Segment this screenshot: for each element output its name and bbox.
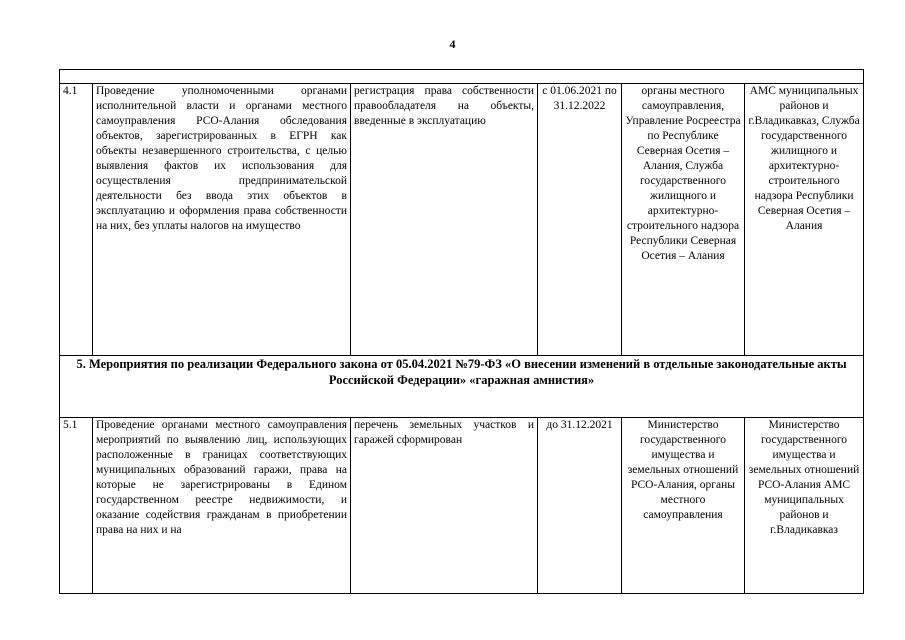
section-heading-row xyxy=(60,356,864,418)
action-cell: Проведение уполномоченными органами исполнительной власти и органами местного самоуправления РСО-Алания обследования объектов, зарегистрированных в ЕГРН как объекты незавершенного строительства, с целью выявления фактов их использования для осуществления предпринимательской деятельности без ввода этих объектов в эксплуатацию и оформления права собственности на них, без уплаты налогов на имущество xyxy=(93,84,351,356)
table-header-spacer xyxy=(60,70,864,84)
term-cell: до 31.12.2021 xyxy=(538,418,622,594)
table-row xyxy=(60,84,864,356)
responsible-cell: Министерство государственного имущества и земельных отношений РСО-Алания АМС муниципальных районов и г.Владикавказ xyxy=(745,418,864,594)
page-number: 4 xyxy=(449,37,456,51)
term-cell: с 01.06.2021 по 31.12.2022 xyxy=(538,84,622,356)
responsible-cell: АМС муниципальных районов и г.Владикавказ, Служба государственного жилищного и архитектурно-строительного надзора Республики Северная Осетия – Алания xyxy=(745,84,864,356)
table-row xyxy=(60,418,864,594)
section-title: 5. Мероприятия по реализации Федерального закона от 05.04.2021 №79-ФЗ «О внесении изменений в отдельные законодательные акты Российской Федерации» «гаражная амнистия» xyxy=(60,356,864,418)
result-cell: регистрация права собственности правообладателя на объекты, введенные в эксплуатацию xyxy=(351,84,538,356)
plan-table xyxy=(59,69,864,594)
executors-cell: органы местного самоуправления, Управление Росреестра по Республике Северная Осетия – Алания, Служба государственного жилищного и архитектурно-строительного надзора Республики Северная Осетия – Алания xyxy=(622,84,745,356)
executors-cell: Министерство государственного имущества и земельных отношений РСО-Алания, органы местного самоуправления xyxy=(622,418,745,594)
result-cell: перечень земельных участков и гаражей сформирован xyxy=(351,418,538,594)
row-number: 4.1 xyxy=(60,84,93,356)
row-number: 5.1 xyxy=(60,418,93,594)
action-cell: Проведение органами местного самоуправления мероприятий по выявлению лиц, использующих расположенные в границах соответствующих муниципальных образований гаражи, права на которые не зарегистрированы в Едином государственном реестре недвижимости, и оказание содействия гражданам в приобретении права на них и на xyxy=(93,418,351,594)
